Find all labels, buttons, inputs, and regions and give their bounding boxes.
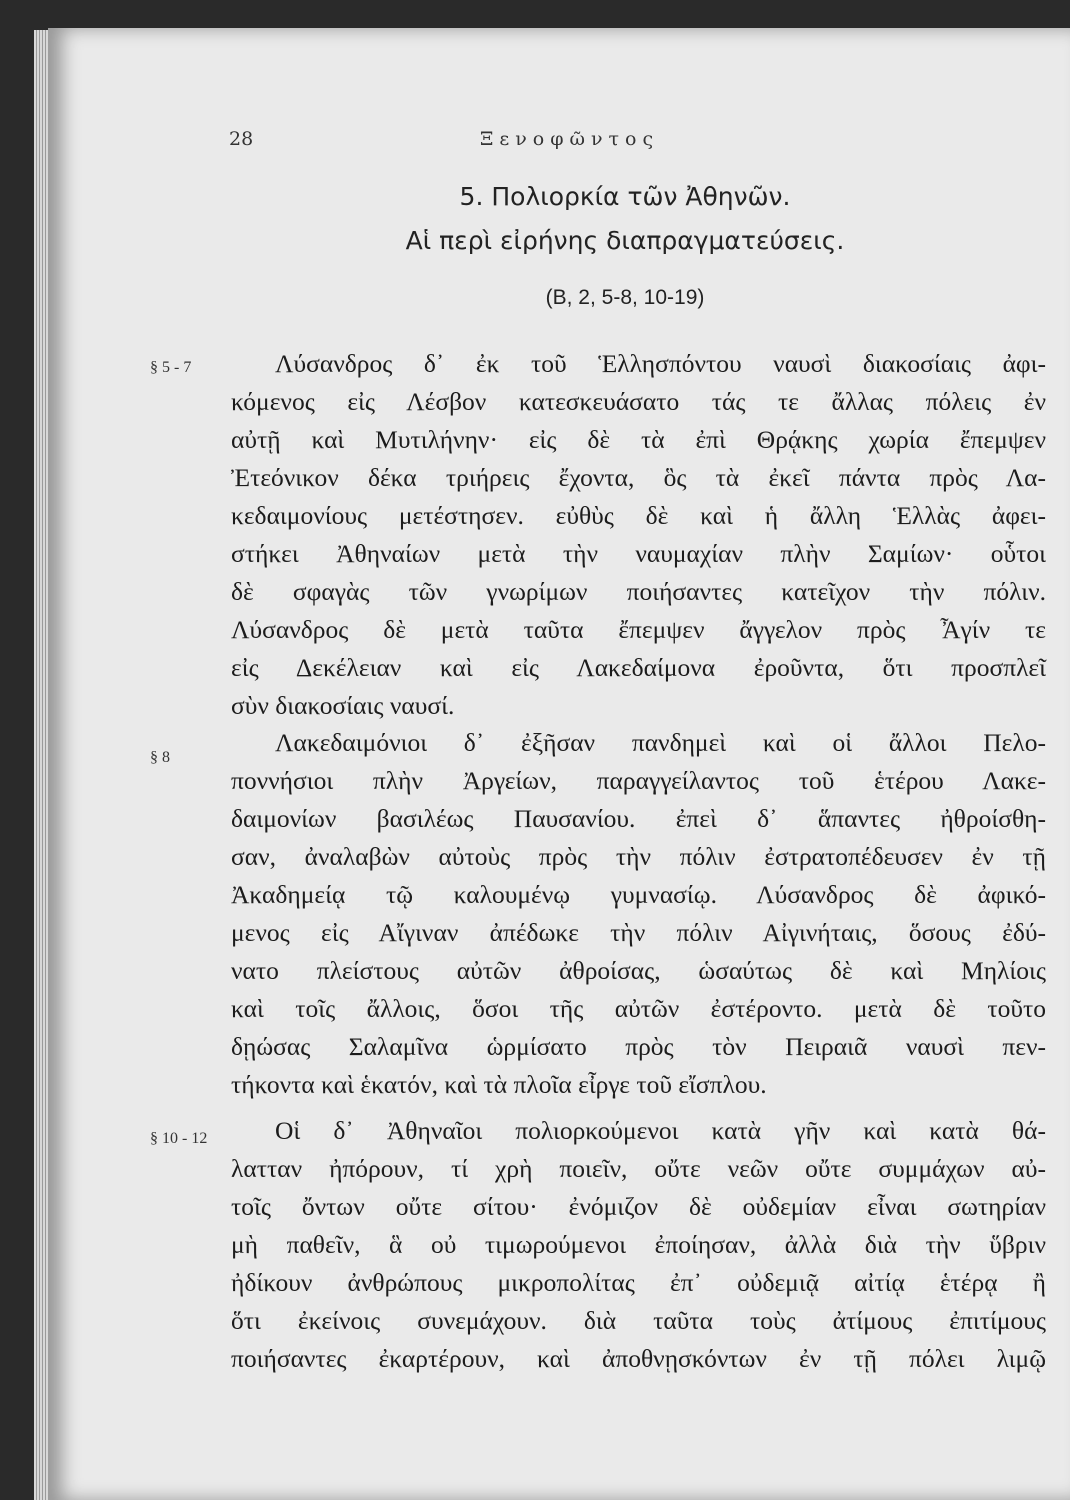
text-line: Οἱ δ᾽ Ἀθηναῖοι πολιορκούμενοι κατὰ γῆν καὶ κατὰ θά- bbox=[275, 1116, 1046, 1145]
text-line: μὴ παθεῖν, ἃ οὐ τιμωρούμενοι ἐποίησαν, ἀλλὰ διὰ τὴν ὕβριν bbox=[231, 1230, 1046, 1259]
text-line: κόμενος εἰς Λέσβον κατεσκευάσατο τάς τε ἄλλας πόλεις ἐν bbox=[231, 387, 1046, 416]
text-line: καὶ τοῖς ἄλλοις, ὅσοι τῆς αὐτῶν ἐστέροντο. μετὰ δὲ τοῦτο bbox=[231, 994, 1046, 1023]
text-line: δῃώσας Σαλαμῖνα ὡρμίσατο πρὸς τὸν Πειραιᾶ ναυσὶ πεν- bbox=[231, 1032, 1046, 1061]
text-line: δὲ σφαγὰς τῶν γνωρίμων ποιήσαντες κατεῖχον τὴν πόλιν. bbox=[231, 577, 1046, 606]
running-head bbox=[0, 128, 1070, 158]
section-mark-8: § 8 bbox=[150, 749, 170, 766]
text-line: αὐτῇ καὶ Μυτιλήνην· εἰς δὲ τὰ ἐπὶ Θρᾴκης χωρία ἔπεμψεν bbox=[231, 425, 1046, 454]
text-line: Ἐτεόνικον δέκα τριήρεις ἔχοντα, ὃς τὰ ἐκεῖ πάντα πρὸς Λα- bbox=[231, 463, 1046, 492]
text-line: τοῖς ὄντων οὔτε σίτου· ἐνόμιζον δὲ οὐδεμίαν εἶναι σωτηρίαν bbox=[231, 1192, 1046, 1221]
running-title: Ξενοφῶντος bbox=[480, 128, 660, 150]
text-line: ἠδίκουν ἀνθρώπους μικροπολίτας ἐπ᾽ οὐδεμιᾷ αἰτίᾳ ἑτέρᾳ ἢ bbox=[231, 1268, 1046, 1297]
text-line: μενος εἰς Αἴγιναν ἀπέδωκε τὴν πόλιν Αἰγινήταις, ὅσους ἐδύ- bbox=[231, 918, 1046, 947]
paragraph-10-12 bbox=[231, 1112, 1046, 1378]
section-mark-5-7: § 5 - 7 bbox=[150, 359, 192, 376]
text-line: σαν, ἀναλαβὼν αὐτοὺς πρὸς τὴν πόλιν ἐστρατοπέδευσεν ἐν τῇ bbox=[231, 842, 1046, 871]
text-line: σὺν διακοσίαις ναυσί. bbox=[231, 691, 455, 720]
paragraph-5-7 bbox=[231, 345, 1046, 725]
text-line: Λακεδαιμόνιοι δ᾽ ἐξῆσαν πανδημεὶ καὶ οἱ ἄλλοι Πελο- bbox=[275, 728, 1046, 757]
text-line: ὅτι ἐκείνοις συνεμάχουν. διὰ ταῦτα τοὺς ἀτίμους ἐπιτίμους bbox=[231, 1306, 1046, 1335]
text-line: Λύσανδρος δ᾽ ἐκ τοῦ Ἑλλησπόντου ναυσὶ διακοσίαις ἀφι- bbox=[275, 349, 1046, 378]
text-line: δαιμονίων βασιλέως Παυσανίου. ἐπεὶ δ᾽ ἅπαντες ἠθροίσθη- bbox=[231, 804, 1046, 833]
text-line: τήκοντα καὶ ἑκατόν, καὶ τὰ πλοῖα εἶργε τοῦ εἴσπλου. bbox=[231, 1070, 767, 1099]
page-number: 28 bbox=[229, 128, 254, 150]
text-line: νατο πλείστους αὐτῶν ἀθροίσας, ὡσαύτως δὲ καὶ Μηλίοις bbox=[231, 956, 1046, 985]
chapter-title: 5. Πολιορκία τῶν Ἀθηνῶν. bbox=[459, 182, 791, 211]
chapter-subtitle: Αἱ περὶ εἰρήνης διαπραγματεύσεις. bbox=[405, 226, 845, 255]
paragraph-8 bbox=[231, 724, 1046, 1104]
text-line: Λύσανδρος δὲ μετὰ ταῦτα ἔπεμψεν ἄγγελον πρὸς Ἆγίν τε bbox=[231, 615, 1046, 644]
text-line: Ἀκαδημείᾳ τῷ καλουμένῳ γυμνασίῳ. Λύσανδρος δὲ ἀφικό- bbox=[231, 880, 1046, 909]
text-line: εἰς Δεκέλειαν καὶ εἰς Λακεδαίμονα ἐροῦντα, ὅτι προσπλεῖ bbox=[231, 653, 1046, 682]
text-line: κεδαιμονίους μετέστησεν. εὐθὺς δὲ καὶ ἡ ἄλλη Ἑλλὰς ἀφει- bbox=[231, 501, 1046, 530]
text-line: στήκει Ἀθηναίων μετὰ τὴν ναυμαχίαν πλὴν Σαμίων· οὗτοι bbox=[231, 539, 1046, 568]
source-reference: (Β, 2, 5-8, 10-19) bbox=[545, 286, 705, 309]
text-line: ποννήσιοι πλὴν Ἀργείων, παραγγείλαντος τοῦ ἑτέρου Λακε- bbox=[231, 766, 1046, 795]
section-mark-10-12: § 10 - 12 bbox=[150, 1130, 208, 1147]
text-line: ποιήσαντες ἐκαρτέρουν, καὶ ἀποθνῃσκόντων ἐν τῇ πόλει λιμῷ bbox=[231, 1344, 1046, 1373]
text-line: λατταν ἠπόρουν, τί χρὴ ποιεῖν, οὔτε νεῶν οὔτε συμμάχων αὐ- bbox=[231, 1154, 1046, 1183]
